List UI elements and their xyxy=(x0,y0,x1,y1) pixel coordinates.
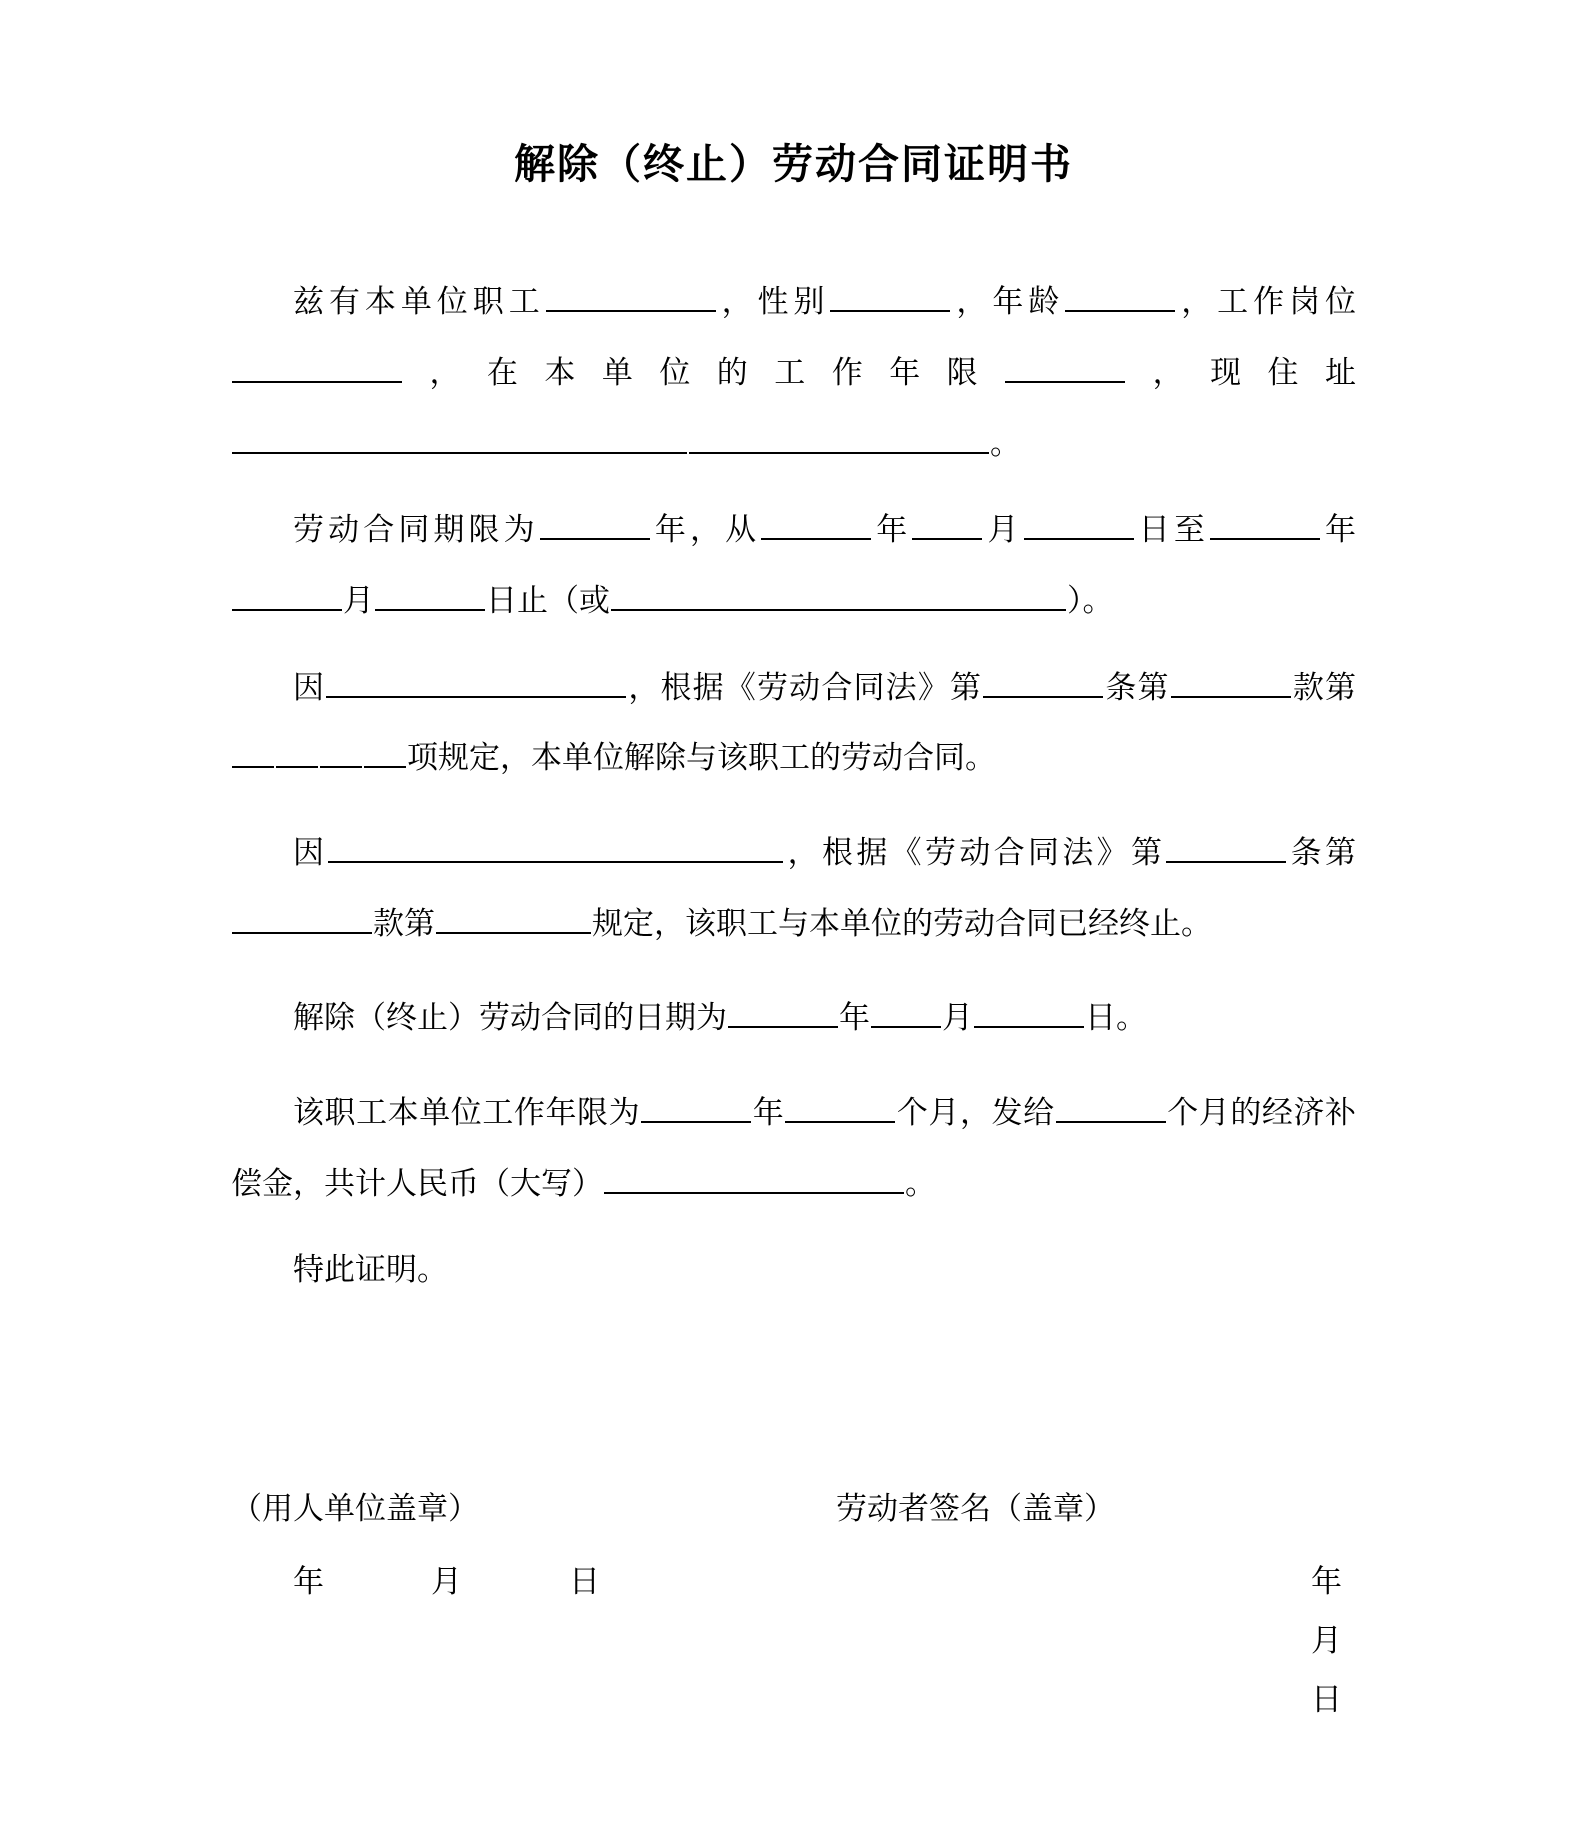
signature-dates-row xyxy=(231,1539,1356,1730)
page-title: 解除（终止）劳动合同证明书 xyxy=(514,140,1073,188)
text-p5-a: 解除（终止）劳动合同的日期为 xyxy=(293,1000,727,1036)
paragraph-termination-reason xyxy=(231,653,1356,794)
field-age[interactable] xyxy=(1065,278,1175,313)
spacer xyxy=(231,1225,1356,1235)
paragraph-end-reason xyxy=(231,818,1356,959)
paragraph-employee-info xyxy=(231,267,1356,479)
signature-labels-row xyxy=(231,1480,1356,1539)
field-end-month[interactable] xyxy=(232,576,342,611)
text-p2-d: 月 xyxy=(983,512,1023,548)
spacer xyxy=(231,1060,1356,1078)
employer-date-line[interactable]: 年 月 日 xyxy=(293,1563,638,1599)
spacer xyxy=(231,485,1356,495)
text-p3-d: 款第 xyxy=(1291,669,1357,705)
spacer xyxy=(231,965,1356,983)
field-contract-years[interactable] xyxy=(540,506,650,541)
signature-block xyxy=(231,1312,1356,1730)
text-p2-f: 年 xyxy=(1320,512,1357,548)
text-p3-a: 因 xyxy=(293,669,326,705)
document-body xyxy=(231,189,1356,1306)
field-law-item-2[interactable] xyxy=(276,734,318,769)
text-p2-c: 年 xyxy=(872,512,912,548)
paragraph-certify: 特此证明。 xyxy=(293,1252,448,1288)
field-law-clause-terminate[interactable] xyxy=(232,899,372,934)
field-term-year[interactable] xyxy=(728,994,838,1029)
field-law-item-terminate[interactable] xyxy=(436,899,591,934)
employee-signature-label: 劳动者签名（盖章） xyxy=(836,1490,1115,1526)
field-start-year[interactable] xyxy=(761,506,871,541)
field-compensation-months[interactable] xyxy=(1056,1088,1166,1123)
field-compensation-amount[interactable] xyxy=(604,1159,904,1194)
field-reason-dissolve[interactable] xyxy=(326,663,626,698)
paragraph-termination-date xyxy=(231,983,1356,1054)
paragraph-contract-period xyxy=(231,495,1356,636)
field-address-line2[interactable] xyxy=(689,419,989,454)
field-law-item-1[interactable] xyxy=(232,734,274,769)
field-law-clause-dissolve[interactable] xyxy=(1171,663,1291,698)
text-p6-d: 个月的经济补偿金，共计人民币（大写） xyxy=(231,1094,1357,1201)
text-p4-c: 条第 xyxy=(1287,834,1357,870)
text-p1-a: 兹有本单位职工 xyxy=(293,284,545,320)
text-p1-d: ，工作岗位 xyxy=(1176,284,1357,320)
field-gender[interactable] xyxy=(830,278,950,313)
text-p1-c: ，年龄 xyxy=(951,284,1065,320)
text-p6-e: 。 xyxy=(905,1165,936,1201)
text-p1-f: ，现住址 xyxy=(1126,354,1357,390)
field-service-months[interactable] xyxy=(785,1088,895,1123)
field-end-day[interactable] xyxy=(375,576,485,611)
text-p5-d: 日。 xyxy=(1085,1000,1147,1036)
field-contract-alt[interactable] xyxy=(611,576,1066,611)
text-p6-a: 该职工本单位工作年限为 xyxy=(293,1094,641,1130)
text-p6-b: 年 xyxy=(752,1094,785,1130)
field-reason-terminate[interactable] xyxy=(328,828,783,863)
text-p2-g: 月 xyxy=(343,582,374,618)
field-service-years[interactable] xyxy=(641,1088,751,1123)
field-law-item-4[interactable] xyxy=(364,734,406,769)
text-p4-e: 规定，该职工与本单位的劳动合同已经终止。 xyxy=(592,905,1212,941)
text-p2-h: 日止（或 xyxy=(486,582,610,618)
field-address-line1[interactable] xyxy=(232,419,687,454)
field-years-of-service[interactable] xyxy=(1005,348,1125,383)
text-p4-a: 因 xyxy=(293,834,328,870)
field-end-year[interactable] xyxy=(1210,506,1320,541)
text-p2-b: 年，从 xyxy=(650,512,761,548)
paragraph-compensation xyxy=(231,1078,1356,1219)
field-law-article-terminate[interactable] xyxy=(1166,828,1286,863)
employee-date-line[interactable]: 年 月 日 xyxy=(1311,1563,1356,1717)
text-p3-c: 条第 xyxy=(1104,669,1170,705)
text-p1-b: ，性别 xyxy=(716,284,830,320)
text-p5-b: 年 xyxy=(839,1000,870,1036)
text-p3-b: ，根据《劳动合同法》第 xyxy=(627,669,983,705)
field-start-month[interactable] xyxy=(912,506,982,541)
text-p4-d: 款第 xyxy=(373,905,435,941)
text-p5-c: 月 xyxy=(942,1000,973,1036)
field-law-item-3[interactable] xyxy=(320,734,362,769)
field-start-day[interactable] xyxy=(1024,506,1134,541)
field-employee-name[interactable] xyxy=(546,278,716,313)
text-p3-e: 项规定，本单位解除与该职工的劳动合同。 xyxy=(407,740,996,776)
text-p4-b: ，根据《劳动合同法》第 xyxy=(784,834,1166,870)
text-p6-c: 个月，发给 xyxy=(896,1094,1055,1130)
text-p1-e: ，在本单位的工作年限 xyxy=(403,354,1005,390)
employer-seal-label: （用人单位盖章） xyxy=(231,1490,479,1526)
field-term-day[interactable] xyxy=(974,994,1084,1029)
text-p2-a: 劳动合同期限为 xyxy=(293,512,539,548)
spacer xyxy=(231,643,1356,653)
field-law-article-dissolve[interactable] xyxy=(983,663,1103,698)
text-p2-e: 日至 xyxy=(1134,512,1209,548)
text-p1-g: 。 xyxy=(990,425,1021,461)
field-job-position[interactable] xyxy=(232,348,402,383)
field-term-month[interactable] xyxy=(871,994,941,1029)
text-p2-i: ）。 xyxy=(1067,582,1114,618)
spacer xyxy=(231,800,1356,818)
